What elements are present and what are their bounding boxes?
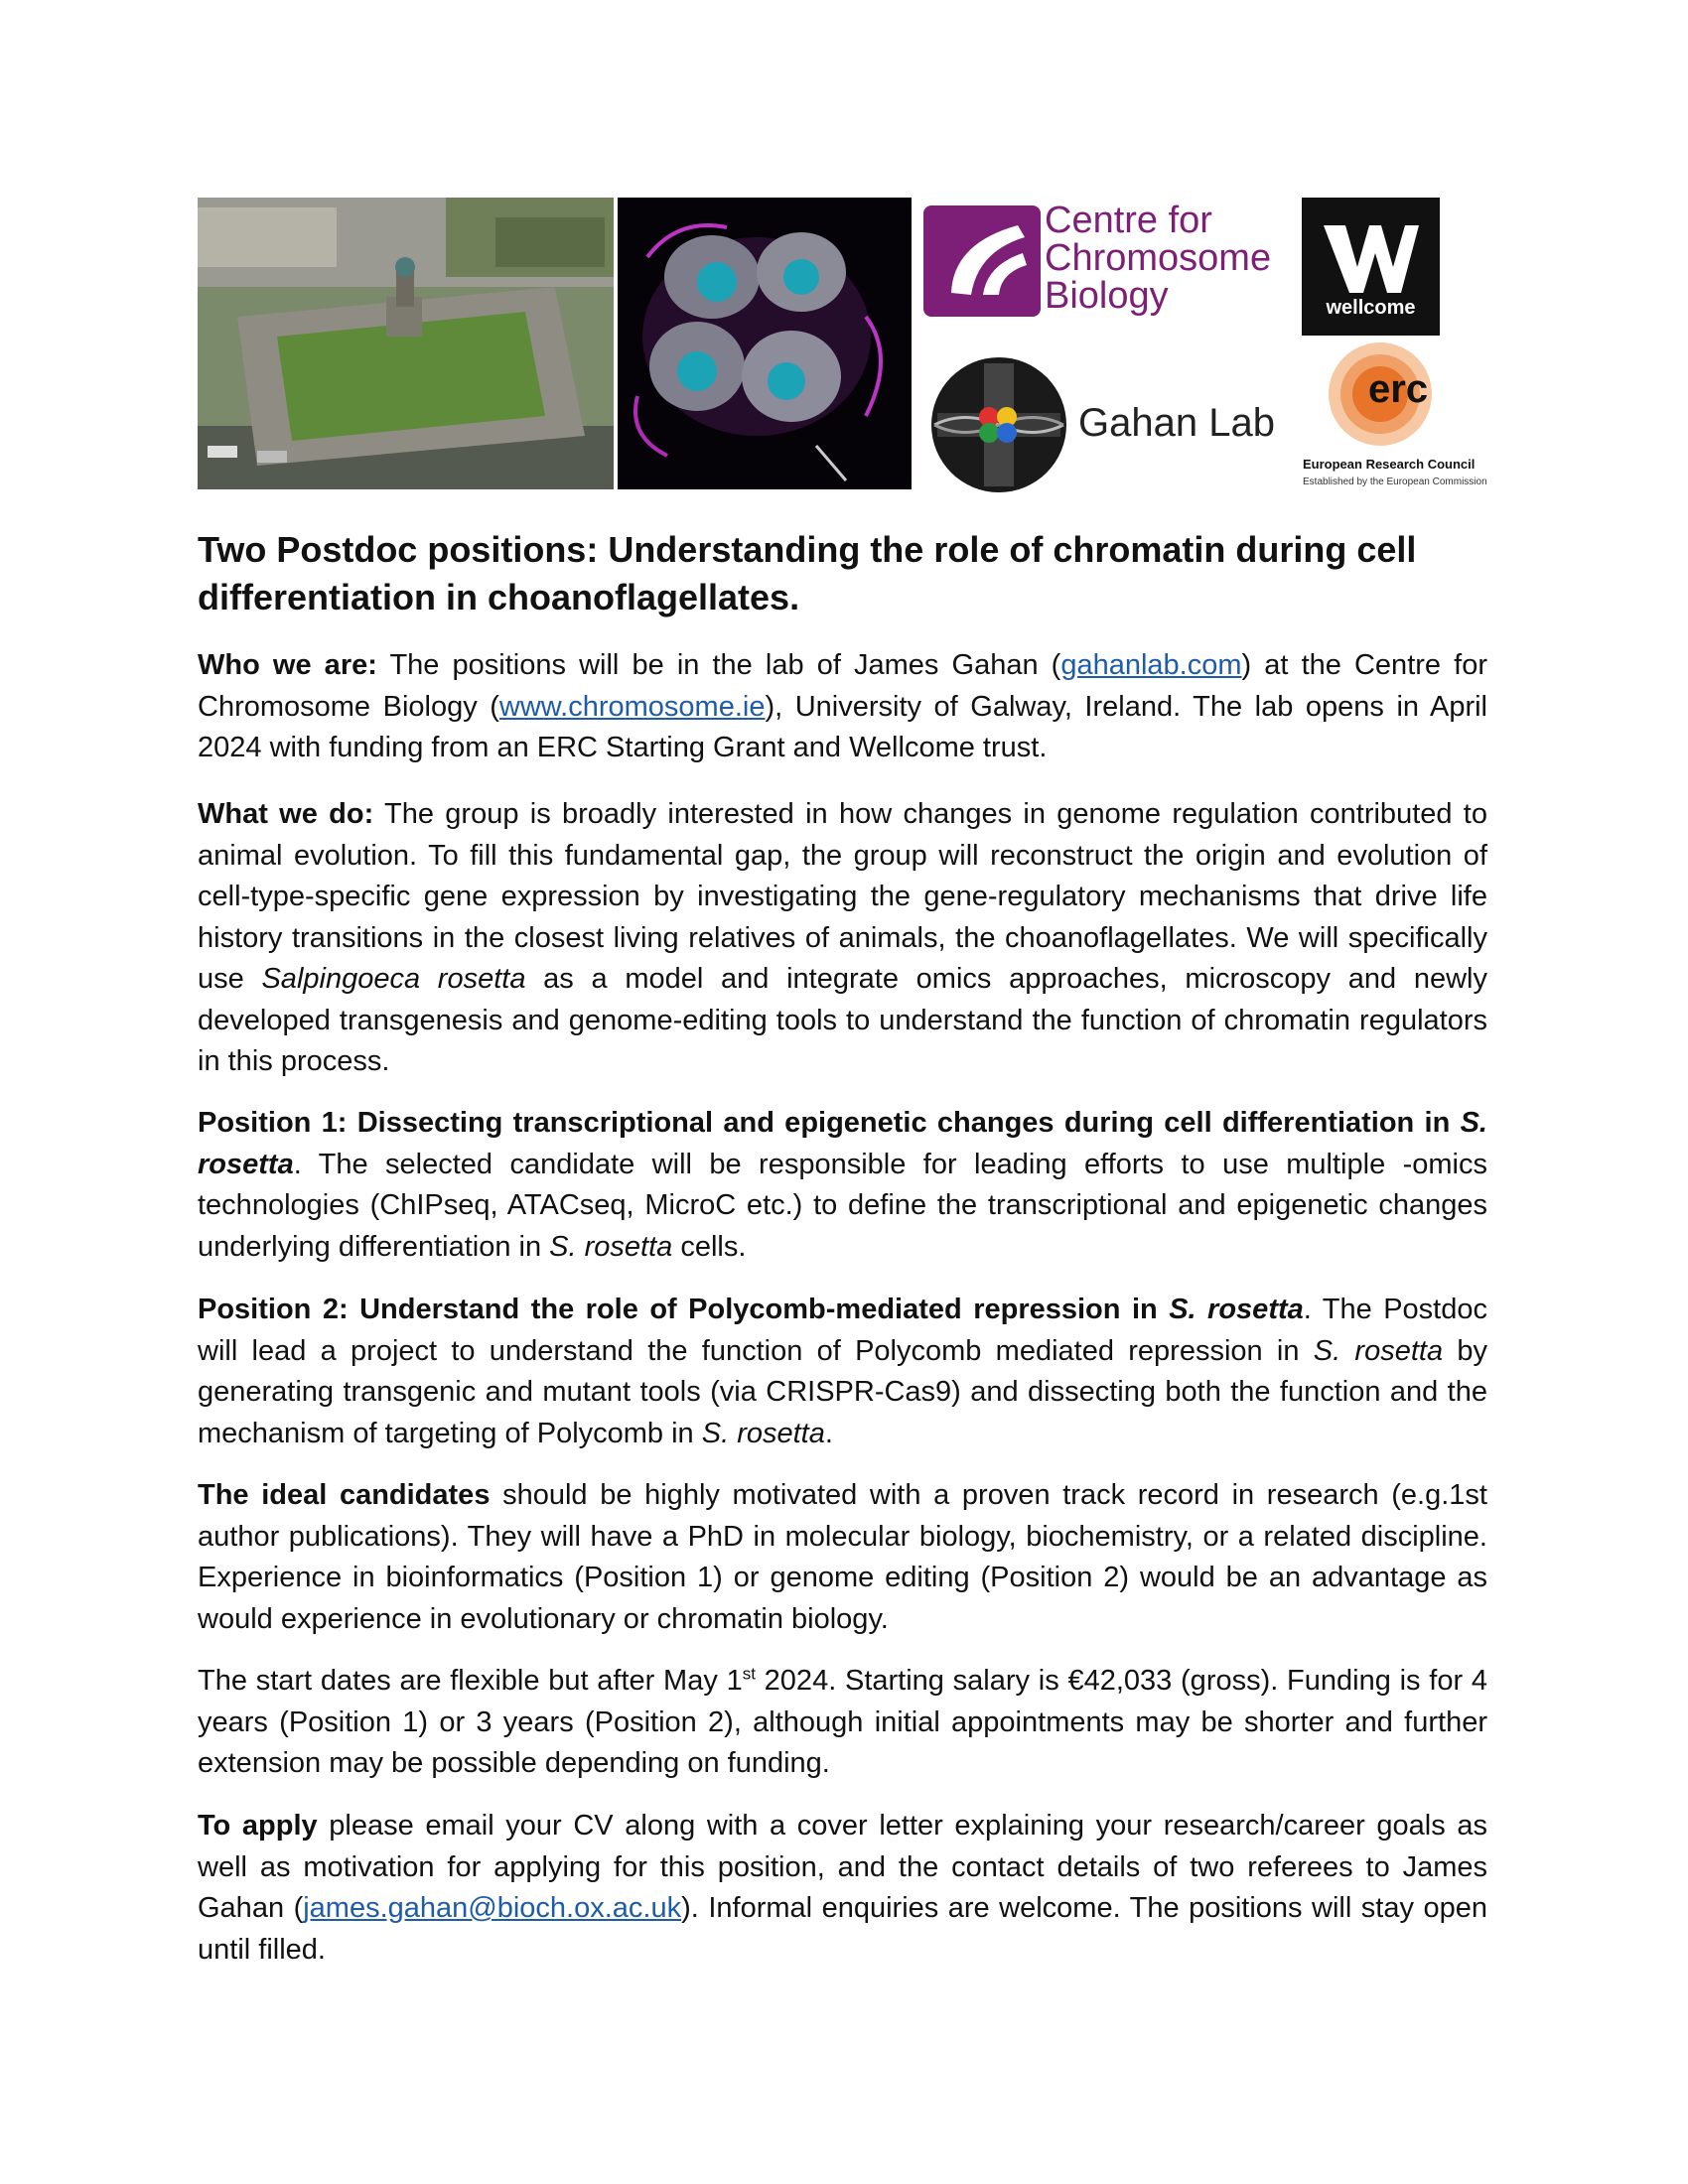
ideal-candidates-label: The ideal candidates [198, 1479, 491, 1511]
choanoflagellate-microscopy-image [618, 198, 912, 489]
position-1-text-1: . The selected candidate will be responsible for leading efforts to use multiple -omics technologies (ChIPseq, ATACseq, MicroC etc.) to define the transcriptional and epigenetic changes underlying differentiation in [198, 1148, 1487, 1263]
position-2-text-3: . [824, 1417, 833, 1449]
university-aerial-photo [198, 198, 614, 489]
position-2-paragraph [198, 1290, 1487, 1454]
what-species: Salpingoeca rosetta [261, 963, 526, 995]
to-apply-label: To apply [198, 1810, 318, 1842]
position-1-species: S. rosetta [549, 1230, 673, 1263]
gahanlab-link[interactable]: gahanlab.com [1060, 649, 1242, 681]
position-2-label [198, 1294, 1304, 1325]
position-2-title-species: S. rosetta [1169, 1294, 1304, 1325]
who-we-are-paragraph [198, 645, 1487, 769]
what-text-1: The group is broadly interested in how changes in genome regulation contributed to animal evolution. To fill this fundamental gap, the group will reconstruct the origin and evolution of cell-type-specific gene expression by investigating the gene-regulatory mechanisms that drive life history transitions in the closest living relatives of animals, the choanoflagellates. We will specifically use [198, 798, 1487, 995]
what-text-2: as a model and integrate omics approaches, microscopy and newly developed transgenesis and genome-editing tools to understand the function of chromatin regulators in this process. [198, 963, 1487, 1077]
chromosome-link[interactable]: www.chromosome.ie [498, 690, 766, 723]
erc-logo [1291, 340, 1487, 498]
position-1-paragraph [198, 1103, 1487, 1268]
position-1-title-species: S. rosetta [198, 1107, 1487, 1180]
position-1-text-2: cells. [672, 1230, 747, 1263]
who-text-2: ) at the Centre for Chromosome Biology ( [198, 649, 1487, 723]
gahan-lab-logo-text: Gahan Lab [1078, 401, 1275, 445]
position-2-species-2: S. rosetta [701, 1417, 825, 1449]
erc-logo-subtitle: European Research Council [1303, 457, 1476, 472]
apply-text-1: please email your CV along with a cover letter explaining your research/career goals as well as motivation for applying for this position, and the contact details of two referees to James Gahan ( [198, 1810, 1487, 1924]
erc-logo-text: erc [1368, 367, 1429, 411]
email-link[interactable]: james.gahan@bioch.ox.ac.uk [303, 1892, 682, 1924]
wellcome-logo-text: wellcome [1326, 297, 1416, 319]
who-we-are-label: Who we are: [198, 649, 377, 681]
ccb-logo-line3: Biology [1045, 275, 1169, 317]
apply-text-2: ). Informal enquiries are welcome. The positions will stay open until filled. [198, 1892, 1487, 1966]
position-2-title: Position 2: Understand the role of Polycomb-mediated repression in [198, 1294, 1170, 1325]
position-1-title: Position 1: Dissecting transcriptional and epigenetic changes during cell differentiation in [198, 1107, 1461, 1139]
who-text-1: The positions will be in the lab of James Gahan ( [376, 649, 1061, 681]
position-2-text-2: by generating transgenic and mutant tools (via CRISPR-Cas9) and dissecting both the function and the mechanism of targeting of Polycomb in [198, 1334, 1487, 1449]
centre-for-chromosome-biology-logo [923, 200, 1291, 319]
wellcome-logo [1302, 198, 1440, 336]
what-we-do-paragraph [198, 794, 1487, 1083]
ccb-logo-line1: Centre for [1045, 200, 1212, 241]
start-text-2: 2024. Starting salary is €42,033 (gross). Funding is for 4 years (Position 1) or 3 years (Position 2), although initial appointments may be shorter and further extension may be possible depending on funding. [198, 1665, 1487, 1779]
position-2-species-1: S. rosetta [1313, 1334, 1444, 1367]
ideal-text: should be highly motivated with a proven track record in research (e.g.1st author publications). They will have a PhD in molecular biology, biochemistry, or a related discipline. Experience in bioinformatics (Position 1) or genome editing (Position 2) would be an advantage as would experience in evolutionary or chromatin biology. [198, 1479, 1487, 1635]
erc-logo-tagline: Established by the European Commission [1303, 477, 1487, 487]
page-title: Two Postdoc positions: Understanding the role of chromatin during cell differentiation in choanoflagellates. [198, 529, 1417, 617]
start-dates-paragraph [198, 1661, 1487, 1785]
ccb-logo-line2: Chromosome [1045, 237, 1272, 279]
ideal-candidates-paragraph [198, 1475, 1487, 1640]
what-we-do-label: What we do: [198, 798, 374, 830]
to-apply-paragraph [198, 1806, 1487, 1971]
date-superscript: st [742, 1664, 756, 1684]
position-2-text-1: . The Postdoc will lead a project to understand the function of Polycomb mediated repression in [198, 1294, 1487, 1367]
start-text-1: The start dates are flexible but after May 1 [198, 1665, 743, 1697]
gahan-lab-logo [929, 355, 1287, 494]
who-text-3: ), University of Galway, Ireland. The lab opens in April 2024 with funding from an ERC Starting Grant and Wellcome trust. [198, 690, 1487, 763]
